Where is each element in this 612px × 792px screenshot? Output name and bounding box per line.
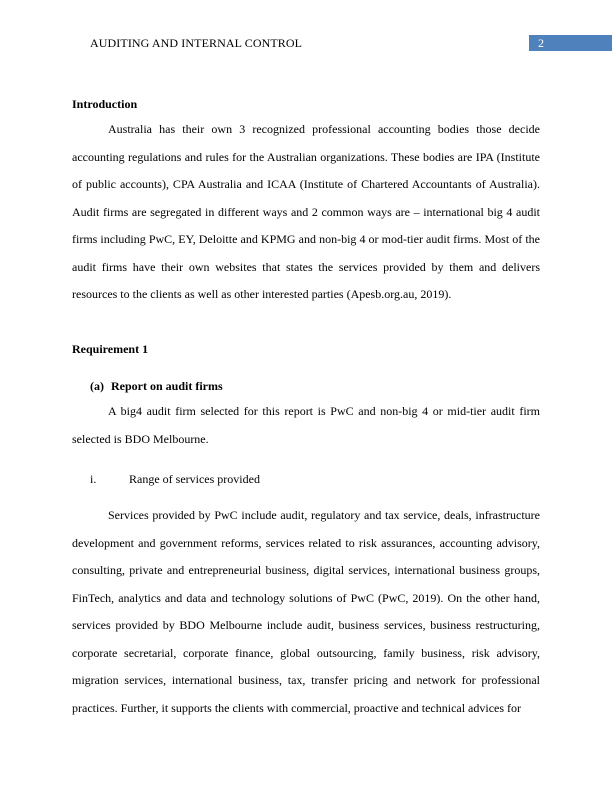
running-header-title: AUDITING AND INTERNAL CONTROL — [90, 36, 303, 50]
page-number-badge: 2 — [529, 35, 612, 51]
item-i-marker: i. — [90, 472, 97, 486]
item-i-title: Range of services provided — [129, 472, 260, 486]
section-a-heading — [90, 379, 223, 394]
section-a-marker: (a) — [90, 379, 104, 393]
introduction-paragraph: Australia has their own 3 recognized professional accounting bodies those decide accounting regulations and rules for the Australian organizations. These bodies are IPA (Institute of public accounts), CPA Australia and ICAA (Institute of Chartered Accountants of Australia). Audit firms are segregated in different ways and 2 common ways are – international big 4 audit firms including PwC, EY, Deloitte and KPMG and non-big 4 or mod-tier audit firms. Most of the audit firms have their own websites that states the services provided by them and delivers resources to the clients as well as other interested parties (Apesb.org.au, 2019). — [72, 122, 540, 301]
introduction-heading: Introduction — [72, 97, 138, 111]
requirement-1-heading: Requirement 1 — [72, 342, 149, 356]
section-a-paragraph: A big4 audit firm selected for this report is PwC and non-big 4 or mid-tier audit firm selected is BDO Melbourne. — [72, 404, 540, 446]
section-a-title: Report on audit firms — [111, 379, 223, 393]
services-paragraph: Services provided by PwC include audit, regulatory and tax service, deals, infrastructure development and government reforms, services related to risk assurances, accounting advisory, consulting, private and entrepreneurial business, digital services, international business groups, FinTech, analytics and data and technology solutions of PwC (PwC, 2019). On the other hand, services provided by BDO Melbourne include audit, business services, business restructuring, corporate secretarial, corporate finance, global outsourcing, family business, risk advisory, migration services, international business, tax, transfer pricing and network for professional practices. Further, it supports the clients with commercial, proactive and technical advices for — [72, 508, 540, 715]
item-i-heading — [90, 472, 260, 487]
